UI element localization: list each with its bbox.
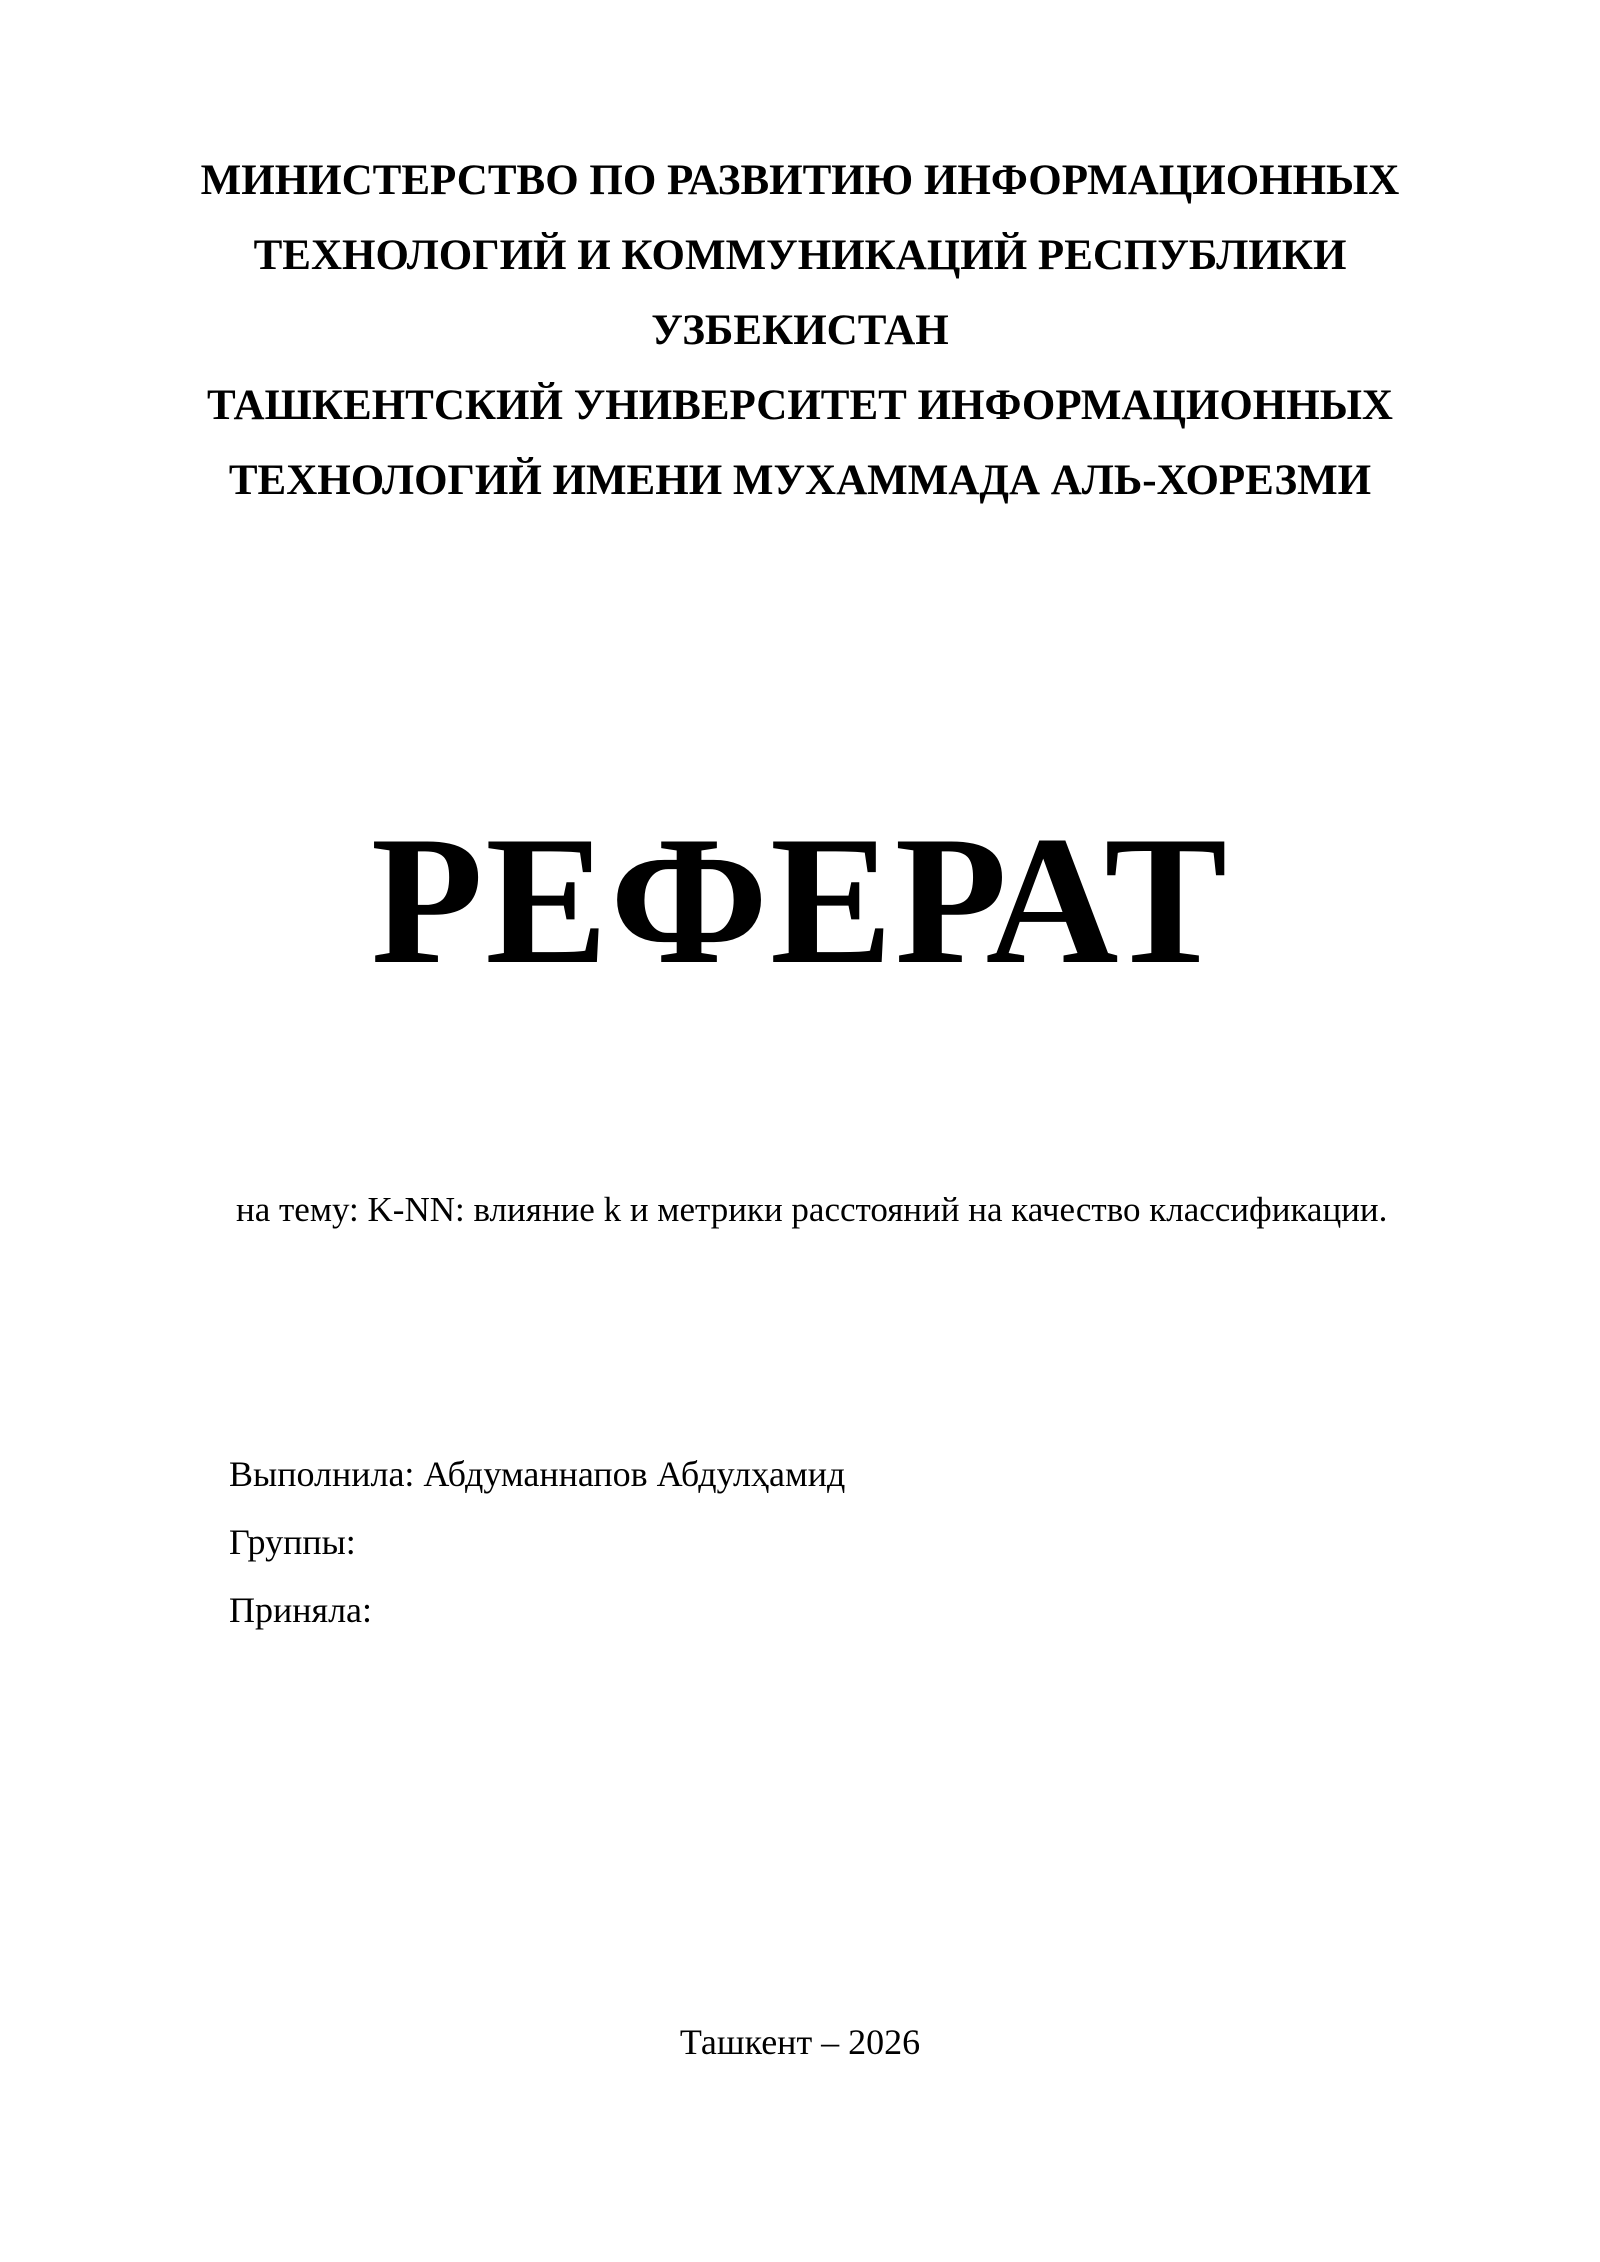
header-line-ministry: МИНИСТЕРСТВО ПО РАЗВИТИЮ ИНФОРМАЦИОННЫХ xyxy=(200,157,1400,204)
group-line: Группы: xyxy=(229,1522,356,1562)
author-line: Выполнила: Абдуманнапов Абдулҳамид xyxy=(229,1454,846,1494)
header-line-country: УЗБЕКИСТАН xyxy=(651,307,949,354)
header-line-ministry-cont: ТЕХНОЛОГИЙ И КОММУНИКАЦИЙ РЕСПУБЛИКИ xyxy=(253,232,1347,279)
accepted-by-line: Приняла: xyxy=(229,1590,373,1630)
topic-line: на тему: K-NN: влияние k и метрики расстояний на качество классификации. xyxy=(236,1190,1388,1229)
city-year-footer: Ташкент – 2026 xyxy=(679,2022,921,2062)
header-line-university: ТАШКЕНТСКИЙ УНИВЕРСИТЕТ ИНФОРМАЦИОННЫХ xyxy=(207,382,1393,429)
header-line-university-cont: ТЕХНОЛОГИЙ ИМЕНИ МУХАММАДА АЛЬ-ХОРЕЗМИ xyxy=(228,457,1372,504)
document-title: РЕФЕРАТ xyxy=(370,798,1230,1002)
author-info-block xyxy=(229,1440,845,1644)
ministry-university-header xyxy=(0,143,1600,518)
